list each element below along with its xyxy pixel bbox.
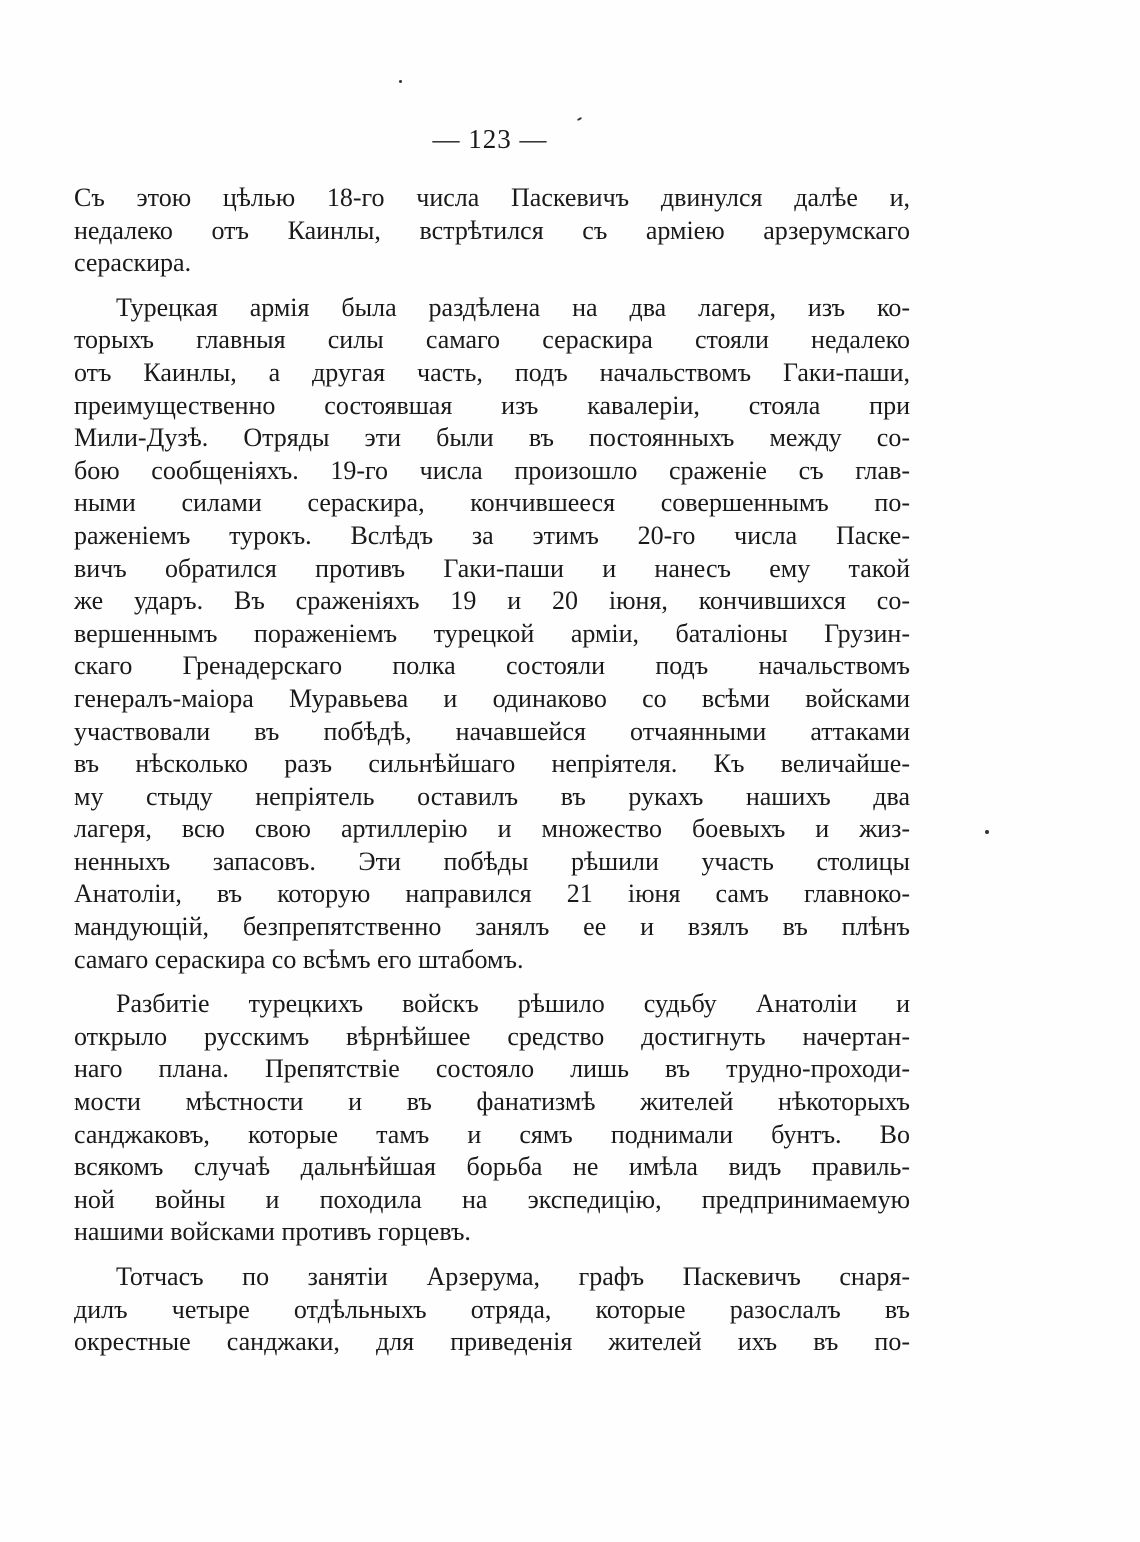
body-text (74, 182, 910, 1359)
text-line: окрестные санджаки, для приведенія жителей ихъ въ по- (74, 1327, 910, 1357)
text-line: недалеко отъ Каинлы, встрѣтился съ арміею арзерумскаго (74, 215, 910, 245)
text-line: отъ Каинлы, а другая часть, подъ начальствомъ Гаки-паши, (74, 357, 910, 387)
text-line: генералъ-маіора Муравьева и одинаково со всѣми войсками (74, 683, 910, 713)
text-line: Мили-Дузѣ. Отряды эти были въ постоянныхъ между со- (74, 423, 910, 453)
text-line: самаго сераскира со всѣмъ его штабомъ. (74, 944, 524, 974)
text-line: Съ этою цѣлью 18-го числа Паскевичъ двинулся далѣе и, (74, 183, 910, 212)
text-line: въ нѣсколько разъ сильнѣйшаго непріятеля. Къ величайше- (74, 749, 910, 779)
text-line: ненныхъ запасовъ. Эти побѣды рѣшили участь столицы (74, 846, 910, 876)
text-line: Разбитіе турецкихъ войскъ рѣшило судьбу Анатоліи и (116, 989, 910, 1019)
paragraph-4 (74, 1261, 910, 1359)
paragraph-2 (74, 292, 910, 976)
text-line: торыхъ главныя силы самаго сераскира стояли недалеко (74, 325, 910, 355)
text-line: же ударъ. Въ сраженіяхъ 19 и 20 іюня, кончившихся со- (74, 586, 910, 616)
text-line: санджаковъ, которые тамъ и сямъ поднимали бунтъ. Во (74, 1119, 910, 1149)
text-line: сераскира. (74, 248, 192, 278)
text-line: всякомъ случаѣ дальнѣйшая борьба не имѣла видъ правиль- (74, 1152, 910, 1182)
text-line: Анатоліи, въ которую направился 21 іюня самъ главноко- (74, 879, 910, 909)
scan-speck (985, 830, 989, 834)
text-line: наго плана. Препятствіе состояло лишь въ трудно-проходи- (74, 1054, 910, 1084)
text-line: ными силами сераскира, кончившееся совершеннымъ по- (74, 488, 910, 518)
text-line: ной войны и походила на экспедицію, предпринимаемую (74, 1184, 910, 1214)
paragraph-3 (74, 988, 910, 1249)
paragraph-1 (74, 182, 910, 280)
text-line: бою сообщеніяхъ. 19-го числа произошло сраженіе съ глав- (74, 455, 910, 485)
text-line: дилъ четыре отдѣльныхъ отряда, которые разослалъ въ (74, 1294, 910, 1324)
text-line: вершеннымъ пораженіемъ турецкой арміи, баталіоны Грузин- (74, 618, 910, 648)
text-line: скаго Гренадерскаго полка состояли подъ начальствомъ (74, 651, 910, 681)
text-line: вичъ обратился противъ Гаки-паши и нанесъ ему такой (74, 553, 910, 583)
text-line: му стыду непріятель оставилъ въ рукахъ нашихъ два (74, 781, 910, 811)
scan-speck (577, 117, 582, 121)
text-line: преимущественно состоявшая изъ кавалеріи, стояла при (74, 390, 910, 420)
text-line: Тотчасъ по занятіи Арзерума, графъ Паскевичъ снаря- (116, 1262, 910, 1291)
text-line: мости мѣстности и въ фанатизмѣ жителей нѣкоторыхъ (74, 1087, 910, 1117)
text-line: лагеря, всю свою артиллерію и множество боевыхъ и жиз- (74, 814, 910, 844)
text-line: Турецкая армія была раздѣлена на два лагеря, изъ ко- (116, 292, 910, 322)
scan-speck (399, 80, 402, 83)
page-number: — 123 — (432, 124, 548, 154)
text-line: раженіемъ турокъ. Вслѣдъ за этимъ 20-го числа Паске- (74, 520, 910, 550)
text-line: нашими войсками противъ горцевъ. (74, 1217, 471, 1247)
text-line: мандующій, безпрепятственно занялъ ее и взялъ въ плѣнъ (74, 912, 910, 942)
text-line: открыло русскимъ вѣрнѣйшее средство достигнуть начертан- (74, 1021, 910, 1051)
text-line: участвовали въ побѣдѣ, начавшейся отчаянными аттаками (74, 716, 910, 746)
